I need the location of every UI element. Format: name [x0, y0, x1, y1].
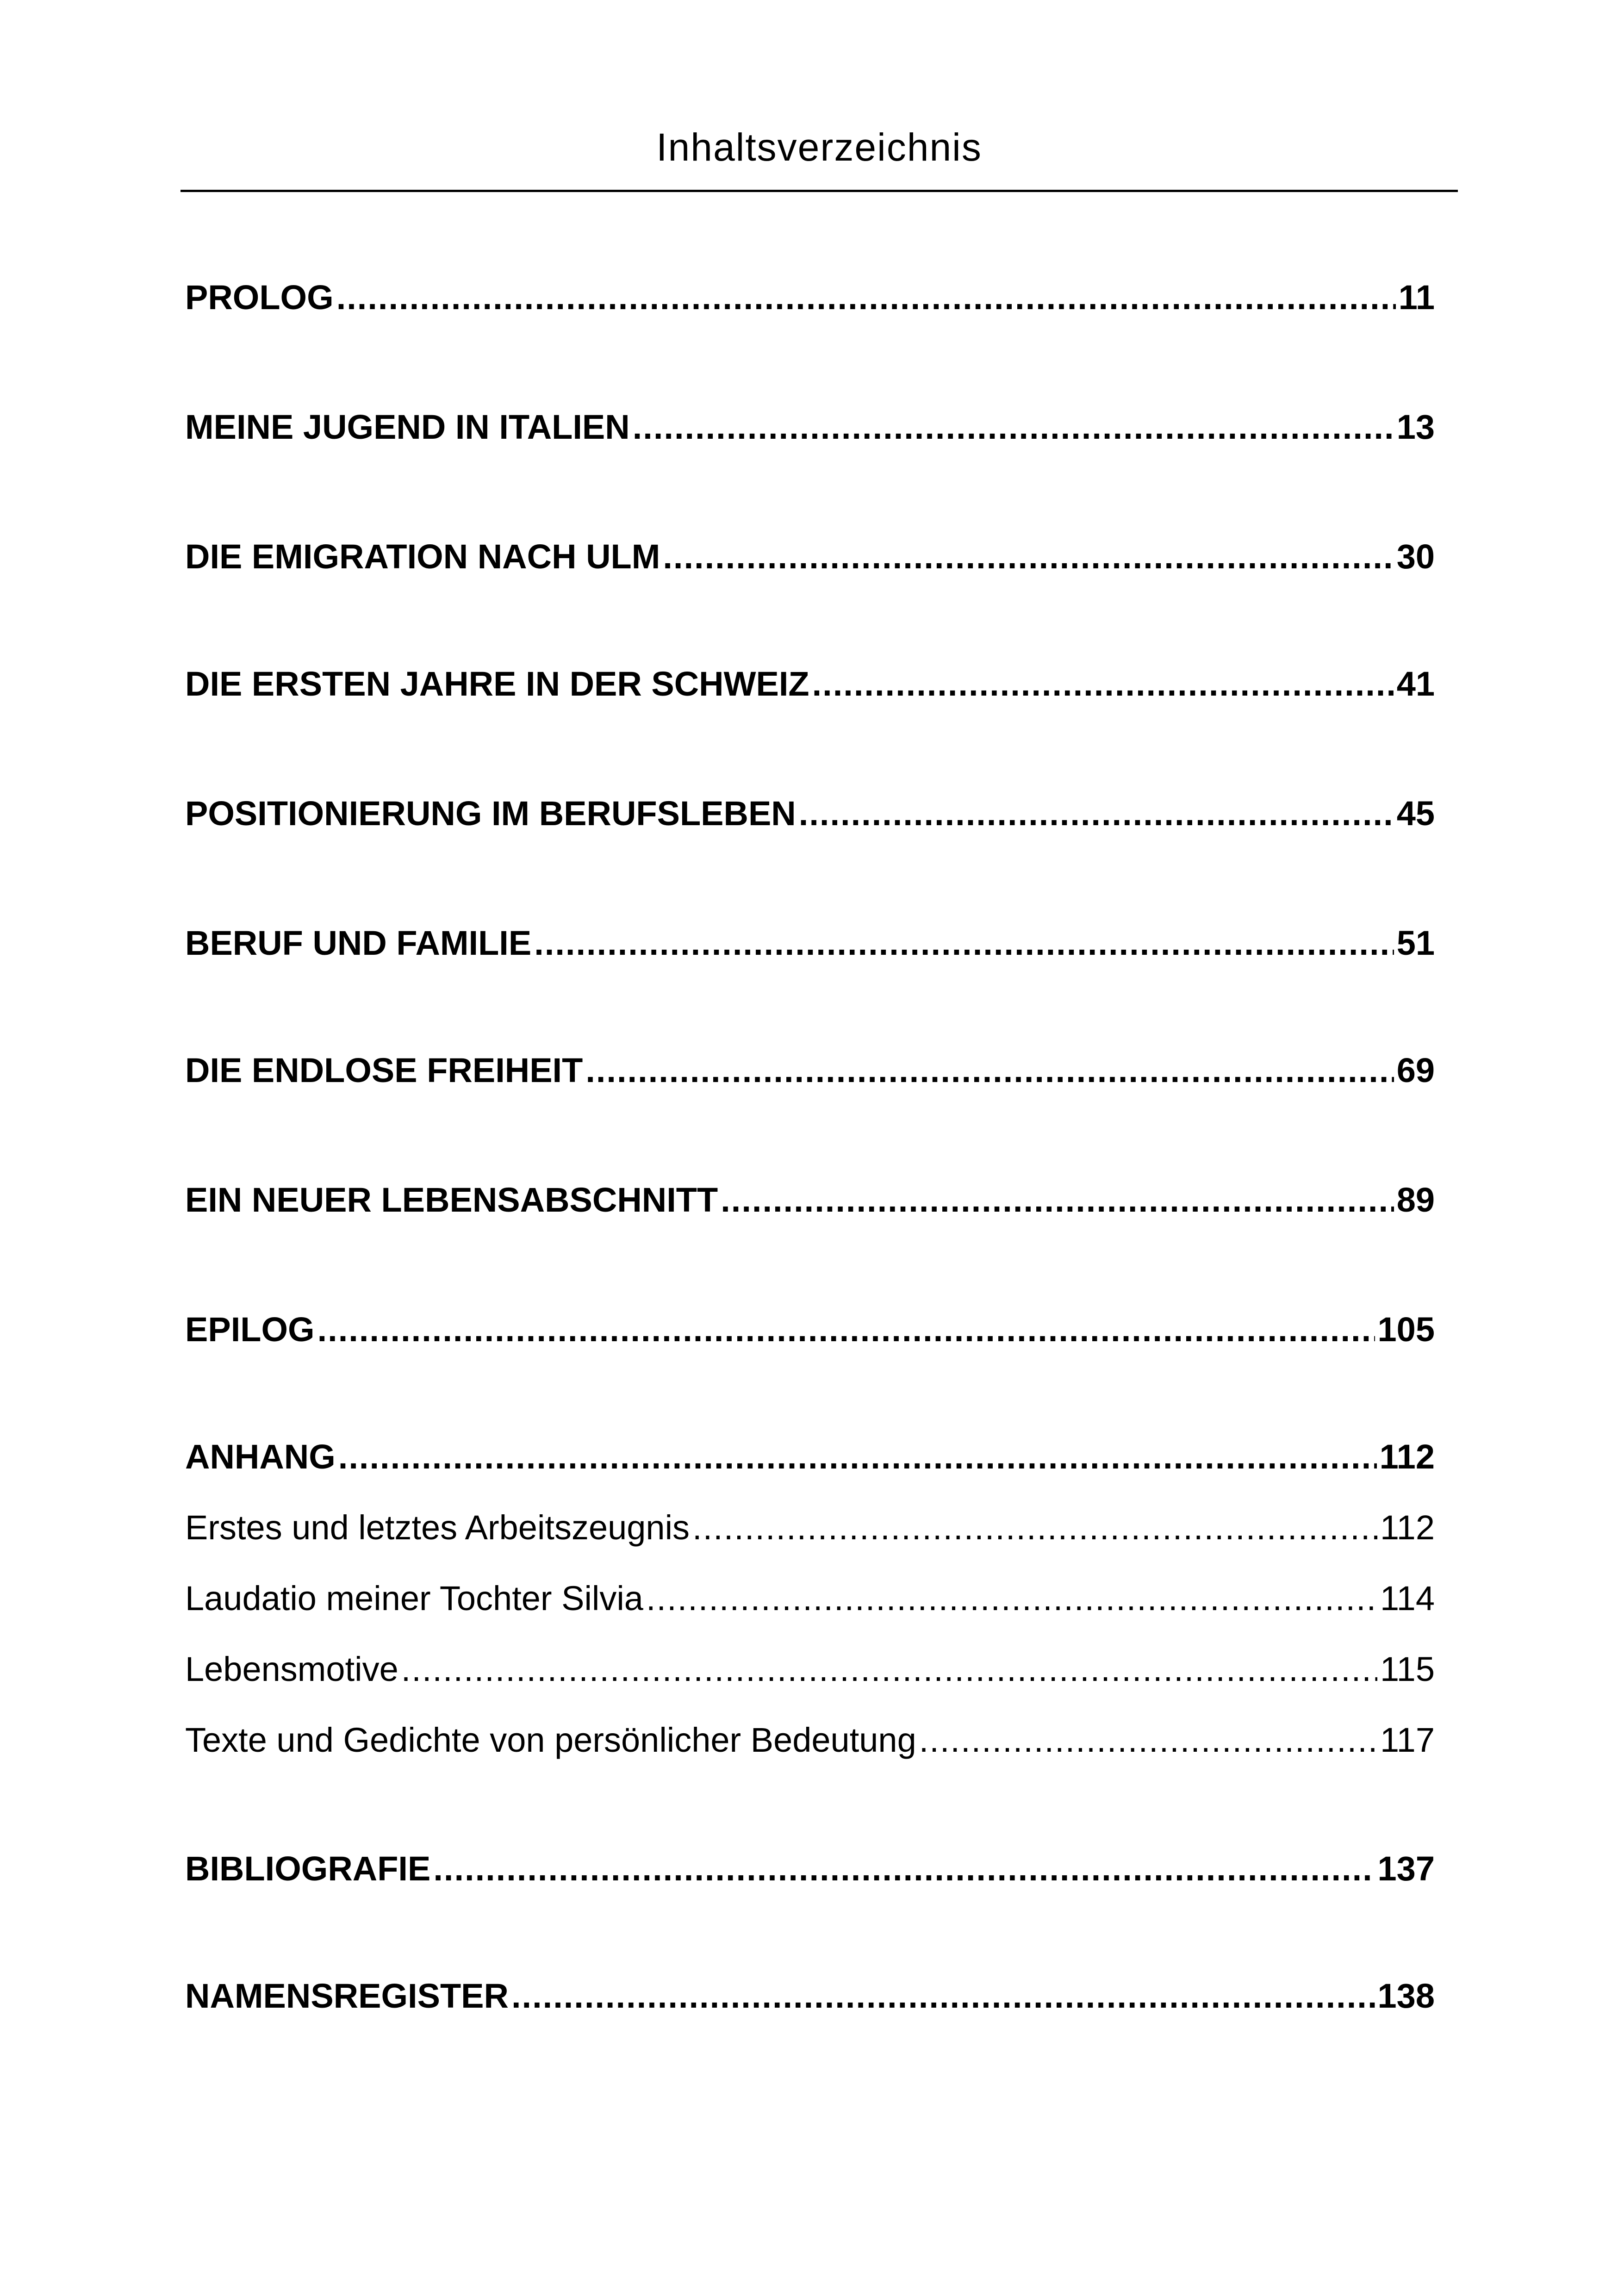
toc-entry-title: BIBLIOGRAFIE	[185, 1849, 431, 1888]
toc-dot-leader	[585, 1051, 1394, 1090]
toc-entry-title: Lebensmotive	[185, 1650, 398, 1688]
toc-entry-neuer-lebensabschnitt[interactable]	[185, 1180, 1435, 1226]
toc-subentry-arbeitszeugnis[interactable]	[185, 1508, 1435, 1554]
toc-entry-title: DIE ERSTEN JAHRE IN DER SCHWEIZ	[185, 665, 809, 703]
toc-entry-page: 45	[1396, 794, 1435, 833]
toc-dot-leader	[401, 1649, 1377, 1689]
toc-entry-meine-jugend[interactable]	[185, 407, 1435, 454]
toc-entry-page: 112	[1380, 1508, 1435, 1547]
toc-entry-title: EPILOG	[185, 1310, 315, 1349]
toc-entry-title: DIE ENDLOSE FREIHEIT	[185, 1051, 583, 1089]
toc-dot-leader	[812, 664, 1394, 703]
toc-entry-title: Texte und Gedichte von persönlicher Bedeutung	[185, 1721, 916, 1759]
toc-dot-leader	[336, 278, 1396, 317]
toc-entry-prolog[interactable]	[185, 278, 1435, 324]
toc-dot-leader	[317, 1310, 1375, 1349]
toc-entry-page: 105	[1377, 1310, 1435, 1349]
toc-entry-title: BERUF UND FAMILIE	[185, 924, 532, 962]
toc-entry-anhang[interactable]	[185, 1437, 1435, 1483]
toc-entry-page: 112	[1379, 1437, 1435, 1476]
toc-entry-page: 69	[1396, 1051, 1435, 1089]
toc-entry-page: 114	[1380, 1579, 1435, 1618]
toc-entry-title: Laudatio meiner Tochter Silvia	[185, 1579, 643, 1618]
toc-entry-page: 30	[1396, 537, 1435, 576]
toc-dot-leader	[919, 1720, 1377, 1760]
toc-entry-beruf-familie[interactable]	[185, 923, 1435, 970]
toc-entry-emigration[interactable]	[185, 537, 1435, 583]
page-header-title: Inhaltsverzeichnis	[656, 125, 982, 169]
toc-entry-bibliografie[interactable]	[185, 1849, 1435, 1895]
toc-entry-title: EIN NEUER LEBENSABSCHNITT	[185, 1181, 718, 1219]
toc-entry-positionierung[interactable]	[185, 794, 1435, 840]
toc-entry-title: PROLOG	[185, 278, 334, 317]
toc-subentry-texte-gedichte[interactable]	[185, 1720, 1435, 1767]
toc-dot-leader	[646, 1579, 1377, 1618]
toc-entry-page: 41	[1396, 665, 1435, 703]
toc-dot-leader	[511, 1976, 1375, 2016]
toc-entry-page: 11	[1398, 278, 1435, 317]
toc-dot-leader	[799, 794, 1394, 833]
toc-entry-title: Erstes und letztes Arbeitszeugnis	[185, 1508, 690, 1547]
toc-entry-title: DIE EMIGRATION NACH ULM	[185, 537, 660, 576]
toc-dot-leader	[433, 1849, 1375, 1888]
toc-entry-epilog[interactable]	[185, 1310, 1435, 1356]
toc-entry-title: NAMENSREGISTER	[185, 1977, 509, 2015]
toc-entry-page: 137	[1377, 1849, 1435, 1888]
table-of-contents	[185, 0, 1435, 2296]
toc-entry-title: ANHANG	[185, 1437, 336, 1476]
toc-subentry-laudatio[interactable]	[185, 1579, 1435, 1625]
toc-entry-page: 115	[1380, 1650, 1435, 1688]
toc-entry-endlose-freiheit[interactable]	[185, 1051, 1435, 1097]
toc-entry-title: MEINE JUGEND IN ITALIEN	[185, 408, 630, 446]
toc-dot-leader	[692, 1508, 1377, 1547]
toc-dot-leader	[663, 537, 1394, 576]
toc-entry-page: 138	[1377, 1977, 1435, 2015]
toc-entry-page: 13	[1396, 408, 1435, 446]
toc-subentry-lebensmotive[interactable]	[185, 1649, 1435, 1696]
toc-entry-page: 117	[1380, 1721, 1435, 1759]
toc-entry-ersten-jahre[interactable]	[185, 664, 1435, 710]
toc-entry-title: POSITIONIERUNG IM BERUFSLEBEN	[185, 794, 796, 833]
toc-entry-page: 51	[1396, 924, 1435, 962]
toc-entry-page: 89	[1396, 1181, 1435, 1219]
toc-dot-leader	[721, 1180, 1394, 1220]
toc-dot-leader	[338, 1437, 1377, 1476]
toc-dot-leader	[534, 923, 1394, 963]
toc-dot-leader	[633, 407, 1394, 447]
toc-entry-namensregister[interactable]	[185, 1976, 1435, 2022]
